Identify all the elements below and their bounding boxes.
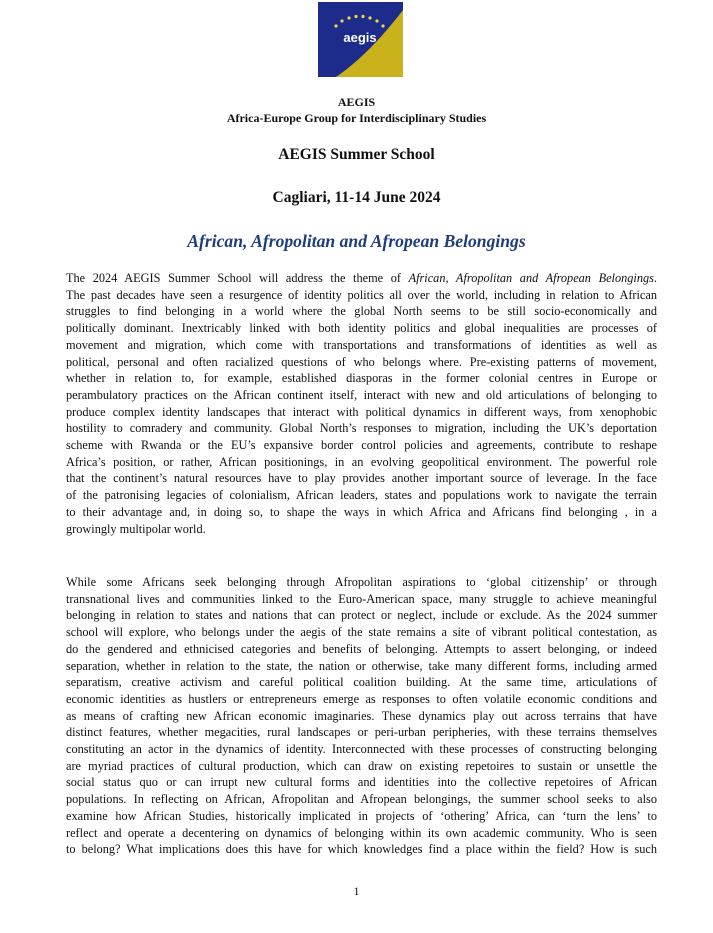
paragraph-belonging (66, 574, 657, 858)
logo-wordmark: aegis (343, 30, 377, 45)
theme-heading: African, Afropolitan and Afropean Belongings (187, 231, 526, 251)
paragraph-line: separatism, creative activism and careful political coalition building. At the same time, articulations of (66, 675, 657, 690)
paragraph-line: While some Africans seek belonging through Afropolitan aspirations to ‘global citizenship’ or through (66, 575, 657, 589)
paragraph-line: The past decades have seen a resurgence of identity politics all over the world, including in relation to African (66, 287, 657, 302)
paragraph-line: do the gendered and ethnicised categories and benefits of belonging. Attempts to assert belonging, or indeed (66, 641, 657, 656)
paragraph-line: movement and migration, which come with transportations and transformations of identities as well as (66, 337, 657, 352)
paragraph-line: growingly multipolar world. (66, 521, 206, 536)
paragraph-line: belonging in relation to states and nations that can protect or neglect, include or exclude. As the 2024 summer (66, 608, 657, 623)
paragraph-line: distinct features, whether megacities, rural landscapes or peri-urban peripheries, with these terrains themselves (66, 725, 657, 740)
paragraph-line: hostility to comradery and community. Global North’s responses to migration, including the UK’s deportation (66, 421, 657, 436)
paragraph-line: to belong? What implications does this have for which knowledges find a place within the field? How is such (66, 842, 657, 857)
event-dates: Cagliari, 11-14 June 2024 (272, 189, 441, 206)
aegis-logo-graphic (318, 2, 403, 77)
paragraph-line: struggles to find belonging in a world where the global North seems to be still socio-economically and (66, 304, 657, 319)
paragraph-line: The 2024 AEGIS Summer School will address the theme of African, Afropolitan and Afropean Belongings. (66, 271, 657, 285)
paragraph-line: as means of crafting new African economic imaginaries. These dynamics play out across terrains that have (66, 708, 657, 723)
paragraph-line: transnational lives and communities linked to the Euro-American space, many struggle to achieve meaningful (66, 591, 657, 606)
paragraph-line: scheme with Rwanda or the EU’s expansive border control policies and agreements, contribute to reshape (66, 438, 657, 453)
page-title: AEGIS Summer School (278, 146, 435, 163)
paragraph-line: to their advantage and, in doing so, to shape the ways in which Africa and Africans find belonging , in a (66, 504, 657, 519)
paragraph-line: social status quo or can irrupt new cultural forms and identities into the collective repetoires of African (66, 775, 657, 790)
page-number: 1 (353, 884, 360, 898)
paragraph-line: school will explore, who belongs under the aegis of the state remains a site of vibrant political contestation, as (66, 625, 657, 640)
paragraph-line: Africa’s position, or rather, African positionings, in an evolving geopolitical environment. The powerful role (66, 454, 657, 469)
paragraph-line: populations. In reflecting on African, Afropolitan and Afropean belongings, the summer school seeks to also (66, 792, 657, 807)
paragraph-line: that the continent’s natural resources have to play provides another important source of leverage. In the face (66, 471, 657, 486)
paragraph-line: perambulatory practices on the African continent itself, interact with new and old articulations of belonging to (66, 387, 657, 402)
paragraph-line: examine how African Studies, historically implicated in projects of ‘othering’ Africa, can ‘turn the lens’ to (66, 808, 657, 823)
org-full-name: Africa-Europe Group for Interdisciplinary Studies (226, 111, 487, 125)
paragraph-line: reflect and operate a decentering on dynamics of belonging within its own academic community. Who is seen (66, 825, 657, 840)
paragraph-line: of the patronising legacies of colonialism, African leaders, states and populations work to navigate the terrain (66, 488, 657, 503)
paragraph-line: are myriad practices of cultural production, which can draw on existing repetoires to sustain or unsettle the (66, 758, 657, 773)
paragraph-line: constituting an actor in the dynamics of identity. Interconnected with these processes of constructing belonging (66, 742, 657, 757)
paragraph-line: political, personal and often racialized questions of who belongs where. Pre-existing patterns of movement, (66, 354, 657, 369)
paragraph-line: produce complex identity landscapes that interact with political dynamics in different ways, from xenophobic (66, 404, 657, 419)
paragraph-line: politically dominant. Inextricably linked with both identity politics and global inequalities are processes of (66, 321, 657, 336)
paragraph-line: whether in relation to, for example, established diasporas in the former colonial centres in Europe or (66, 371, 657, 386)
paragraph-intro (66, 270, 657, 537)
org-name: AEGIS (337, 95, 376, 109)
paragraph-line: economic identities as hustlers or entrepreneurs emerge as responses to often volatile economic conditions and (66, 691, 657, 706)
aegis-logo (318, 2, 403, 77)
paragraph-line: separation, whether in relation to the state, the nation or otherwise, take many different forms, including armed (66, 658, 657, 673)
